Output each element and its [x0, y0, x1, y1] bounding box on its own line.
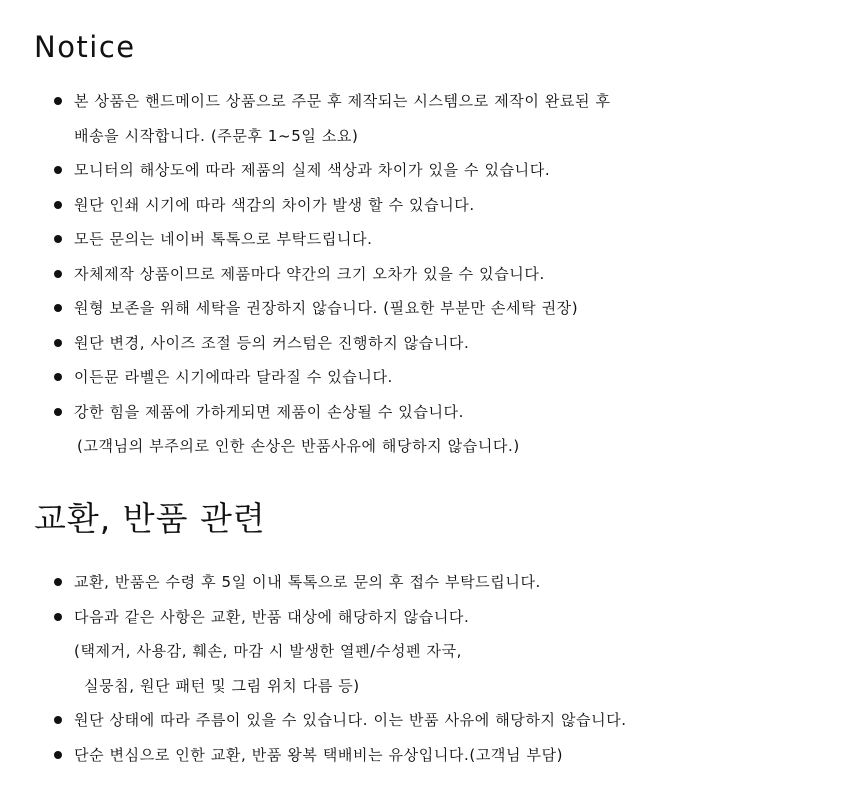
bullet-dot [54, 166, 62, 174]
list-item-text: 원형 보존을 위해 세탁을 권장하지 않습니다. (필요한 부분만 손세탁 권장) [74, 299, 579, 317]
exchange-return-list [54, 565, 627, 772]
bullet-dot [54, 751, 62, 759]
list-item-text: 모니터의 해상도에 따라 제품의 실제 색상과 차이가 있을 수 있습니다. [74, 161, 551, 179]
list-item [54, 395, 611, 464]
notice-heading: Notice [34, 30, 136, 64]
list-item-text: 교환, 반품은 수령 후 5일 이내 톡톡으로 문의 후 접수 부탁드립니다. [74, 573, 541, 591]
bullet-dot [54, 578, 62, 586]
list-item-text-continued: (택제거, 사용감, 훼손, 마감 시 발생한 열펜/수성펜 자국, [74, 642, 463, 660]
list-item [54, 291, 611, 326]
list-item [54, 703, 627, 738]
bullet-dot [54, 97, 62, 105]
list-item [54, 565, 627, 600]
list-item [54, 222, 611, 257]
list-item [54, 153, 611, 188]
bullet-dot [54, 408, 62, 416]
list-item-text: 강한 힘을 제품에 가하게되면 제품이 손상될 수 있습니다. [74, 402, 465, 421]
exchange-return-heading: 교환, 반품 관련 [34, 499, 266, 538]
bullet-dot [54, 339, 62, 347]
list-item [54, 360, 611, 395]
list-item-text: 다음과 같은 사항은 교환, 반품 대상에 해당하지 않습니다. [74, 607, 470, 626]
bullet-dot [54, 201, 62, 209]
notice-list [54, 84, 611, 464]
list-item-text: 이든문 라벨은 시기에따라 달라질 수 있습니다. [74, 368, 393, 386]
list-item-text: 원단 인쇄 시기에 따라 색감의 차이가 발생 할 수 있습니다. [74, 195, 475, 214]
list-item [54, 257, 611, 292]
list-item-text: 원단 변경, 사이즈 조절 등의 커스텀은 진행하지 않습니다. [74, 333, 470, 352]
list-item-text-continued: (고객님의 부주의로 인한 손상은 반품사유에 해당하지 않습니다.) [77, 437, 520, 455]
bullet-dot [54, 304, 62, 312]
list-item-text-continued: 배송을 시작합니다. (주문후 1~5일 소요) [74, 126, 359, 145]
bullet-dot [54, 270, 62, 278]
list-item [54, 188, 611, 223]
list-item-text: 원단 상태에 따라 주름이 있을 수 있습니다. 이는 반품 사유에 해당하지 않습니다. [74, 711, 627, 729]
bullet-dot [54, 235, 62, 243]
list-item [54, 84, 611, 153]
list-item [54, 600, 627, 704]
bullet-dot [54, 613, 62, 621]
list-item-text-continued: 실뭉침, 원단 패턴 및 그림 위치 다름 등) [84, 676, 360, 695]
bullet-dot [54, 716, 62, 724]
list-item-text: 본 상품은 핸드메이드 상품으로 주문 후 제작되는 시스템으로 제작이 완료된 후 [74, 92, 611, 110]
bullet-dot [54, 373, 62, 381]
list-item [54, 326, 611, 361]
list-item-text: 자체제작 상품이므로 제품마다 약간의 크기 오차가 있을 수 있습니다. [74, 264, 545, 283]
list-item-text: 모든 문의는 네이버 톡톡으로 부탁드립니다. [74, 230, 373, 248]
list-item [54, 738, 627, 773]
list-item-text: 단순 변심으로 인한 교환, 반품 왕복 택배비는 유상입니다.(고객님 부담) [74, 745, 564, 764]
